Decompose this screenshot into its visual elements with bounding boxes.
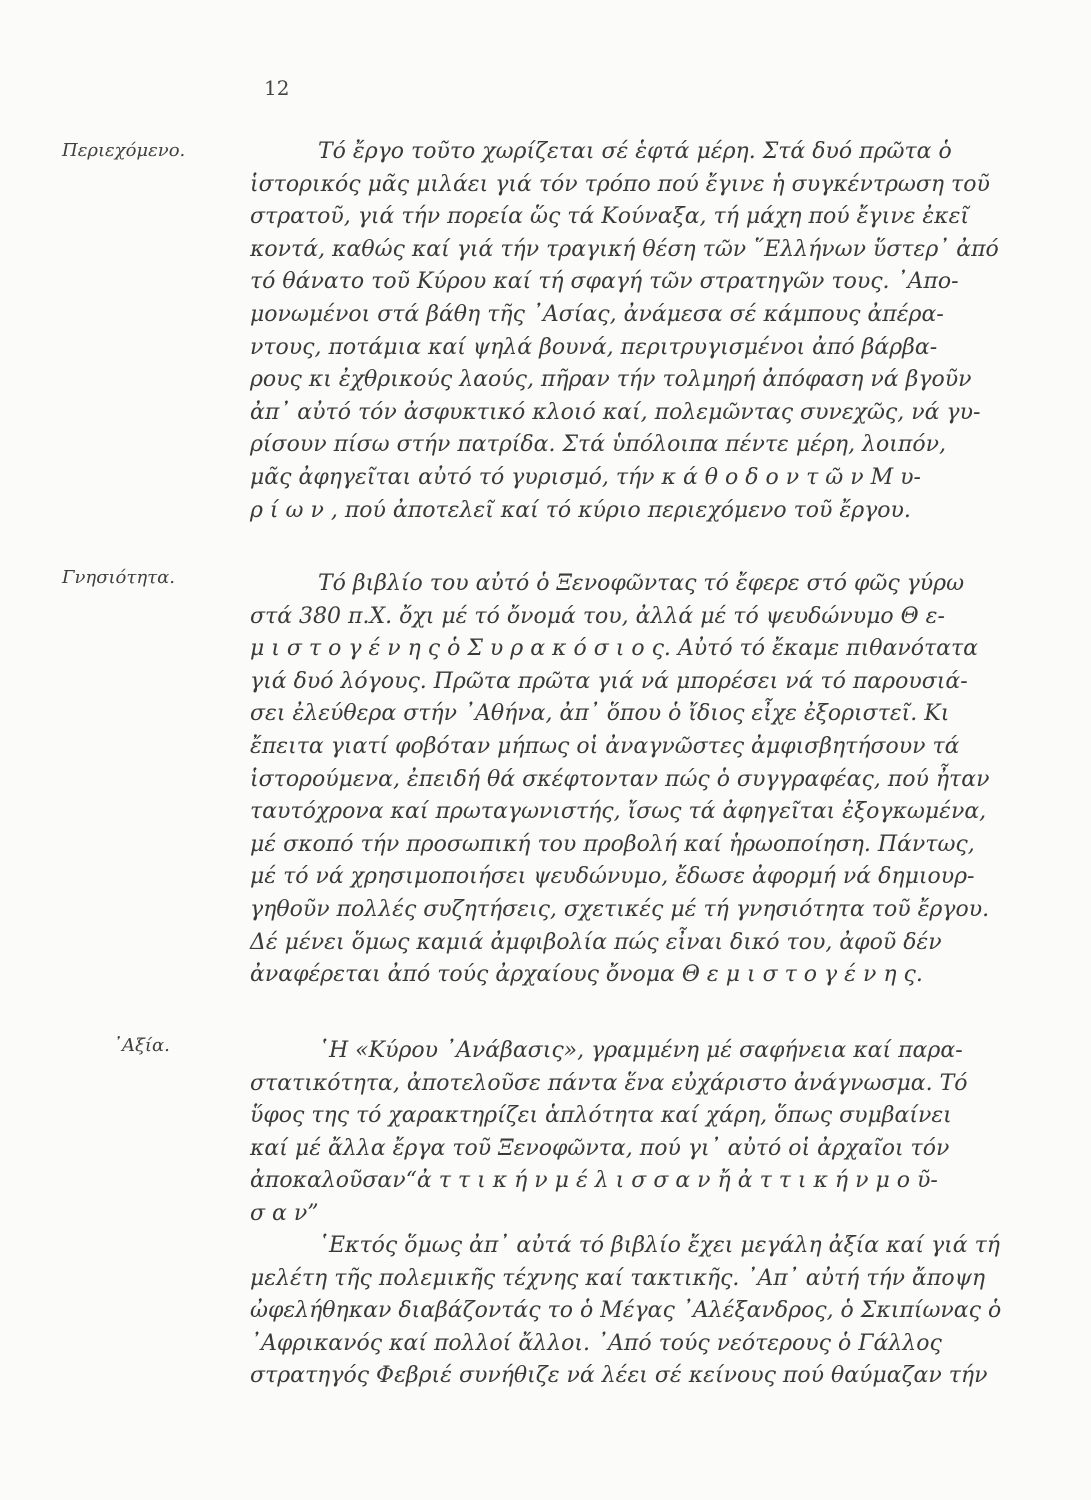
text-line: ντους, ποτάμια καί ψηλά βουνά, περιτρυγισμένοι ἀπό βάρβα- — [250, 334, 938, 360]
paragraph-contents — [250, 136, 1080, 527]
text-line: ταυτόχρονα καί πρωταγωνιστής, ἴσως τά ἀφηγεῖται ἐξογκωμένα, — [250, 799, 987, 825]
text-line: ἀναφέρεται ἀπό τούς ἀρχαίους ὄνομα Θ ε μ ι σ τ ο γ έ ν η ς. — [250, 962, 923, 988]
text-line: σ α ν” — [250, 1200, 319, 1226]
text-line: σει ἐλεύθερα στήν ᾿Αθήνα, ἀπ᾿ ὅπου ὁ ἴδιος εἶχε ἐξοριστεῖ. Κι — [250, 701, 950, 727]
text-line: μέ σκοπό τήν προσωπική του προβολή καί ἡρωοποίηση. Πάντως, — [250, 831, 975, 857]
text-line: στρατηγός Φεβριέ συνήθιζε νά λέει σέ κείνους πού θαύμαζαν τήν — [250, 1363, 988, 1389]
text-line: μονωμένοι στά βάθη τῆς ᾿Ασίας, ἀνάμεσα σέ κάμπους ἀπέρα- — [250, 301, 944, 327]
text-line: κοντά, καθώς καί γιά τήν τραγική θέση τῶν ῞Ελλήνων ὕστερ᾿ ἀπό — [250, 236, 999, 262]
paragraph-value — [250, 1035, 1080, 1231]
text-line: ὕφος της τό χαρακτηρίζει ἁπλότητα καί χάρη, ὅπως συμβαίνει — [250, 1103, 952, 1129]
text-line: γηθοῦν πολλές συζητήσεις, σχετικές μέ τή γνησιότητα τοῦ ἔργου. — [250, 896, 990, 922]
text-line: μέ τό νά χρησιμοποιήσει ψευδώνυμο, ἔδωσε ἀφορμή νά δημιουρ- — [250, 864, 975, 890]
text-line: μᾶς ἀφηγεῖται αὐτό τό γυρισμό, τήν κ ά θ ο δ ο ν τ ῶ ν Μ υ- — [250, 464, 921, 490]
text-line: ἔπειτα γιατί φοβόταν μήπως οἱ ἀναγνῶστες ἀμφισβητήσουν τά — [250, 733, 960, 759]
text-line: στρατοῦ, γιά τήν πορεία ὥς τά Κούναξα, τή μάχη πού ἔγινε ἐκεῖ — [250, 204, 970, 230]
text-line: ῾Η «Κύρου ᾿Ανάβασις», γραμμένη μέ σαφήνεια καί παρα- — [318, 1038, 963, 1063]
text-line: ὠφελήθηκαν διαβάζοντάς το ὁ Μέγας ᾿Αλέξανδρος, ὁ Σκιπίωνας ὁ — [250, 1298, 1002, 1324]
text-line: ἱστορικός μᾶς μιλάει γιά τόν τρόπο πού ἔγινε ἡ συγκέντρωση τοῦ — [250, 171, 990, 197]
paragraph-military-value — [250, 1230, 1080, 1393]
text-line: ῾Εκτός ὅμως ἀπ᾿ αὐτά τό βιβλίο ἔχει μεγάλη ἀξία καί γιά τή — [318, 1233, 1000, 1258]
text-line: καί μέ ἄλλα ἔργα τοῦ Ξενοφῶντα, πού γι᾿ αὐτό οἱ ἀρχαῖοι τόν — [250, 1135, 950, 1161]
text-line: Τό ἔργο τοῦτο χωρίζεται σέ ἑφτά μέρη. Στά δυό πρῶτα ὁ — [318, 139, 952, 164]
text-line: μελέτη τῆς πολεμικῆς τέχνης καί τακτικῆς. ᾿Απ᾿ αὐτή τήν ἄποψη — [250, 1265, 986, 1291]
text-line: ρους κι ἐχθρικούς λαούς, πῆραν τήν τολμηρή ἀπόφαση νά βγοῦν — [250, 367, 972, 393]
text-line: μ ι σ τ ο γ έ ν η ς ὁ Σ υ ρ α κ ό σ ι ο ς. Αὐτό τό ἔκαμε πιθανότατα — [250, 636, 979, 662]
text-line: ἀποκαλοῦσαν“ἀ τ τ ι κ ή ν μ έ λ ι σ σ α ν ἤ ἀ τ τ ι κ ή ν μ ο ῦ- — [250, 1168, 938, 1194]
margin-note-contents: Περιεχόμενο. — [62, 140, 186, 161]
text-line: ρίσουν πίσω στήν πατρίδα. Στά ὑπόλοιπα πέντε μέρη, λοιπόν, — [250, 432, 946, 458]
text-line: Τό βιβλίο του αὐτό ὁ Ξενοφῶντας τό ἔφερε στό φῶς γύρω — [318, 571, 965, 596]
page-number: 12 — [264, 76, 290, 100]
text-line: ρ ί ω ν , πού ἀποτελεῖ καί τό κύριο περιεχόμενο τοῦ ἔργου. — [250, 497, 911, 523]
margin-note-value: ᾿Αξία. — [113, 1035, 170, 1056]
text-line: ἀπ᾿ αὐτό τόν ἀσφυκτικό κλοιό καί, πολεμῶντας συνεχῶς, νά γυ- — [250, 399, 981, 425]
text-line: στά 380 π.Χ. ὄχι μέ τό ὄνομά του, ἀλλά μέ τό ψευδώνυμο Θ ε- — [250, 603, 945, 629]
text-line: στατικότητα, ἀποτελοῦσε πάντα ἕνα εὐχάριστο ἀνάγνωσμα. Τό — [250, 1070, 968, 1096]
text-line: τό θάνατο τοῦ Κύρου καί τή σφαγή τῶν στρατηγῶν τους. ᾿Απο- — [250, 269, 959, 295]
text-line: ᾿Αφρικανός καί πολλοί ἄλλοι. ᾿Από τούς νεότερους ὁ Γάλλος — [250, 1330, 942, 1356]
margin-note-authenticity: Γνησιότητα. — [62, 567, 175, 588]
text-line: ἱστορούμενα, ἐπειδή θά σκέφτονταν πώς ὁ συγγραφέας, πού ἦταν — [250, 766, 990, 792]
paragraph-authenticity — [250, 568, 1080, 992]
text-line: γιά δυό λόγους. Πρῶτα πρῶτα γιά νά μπορέσει νά τό παρουσιά- — [250, 668, 968, 694]
text-line: Δέ μένει ὅμως καμιά ἀμφιβολία πώς εἶναι δικό του, ἀφοῦ δέν — [250, 929, 942, 955]
